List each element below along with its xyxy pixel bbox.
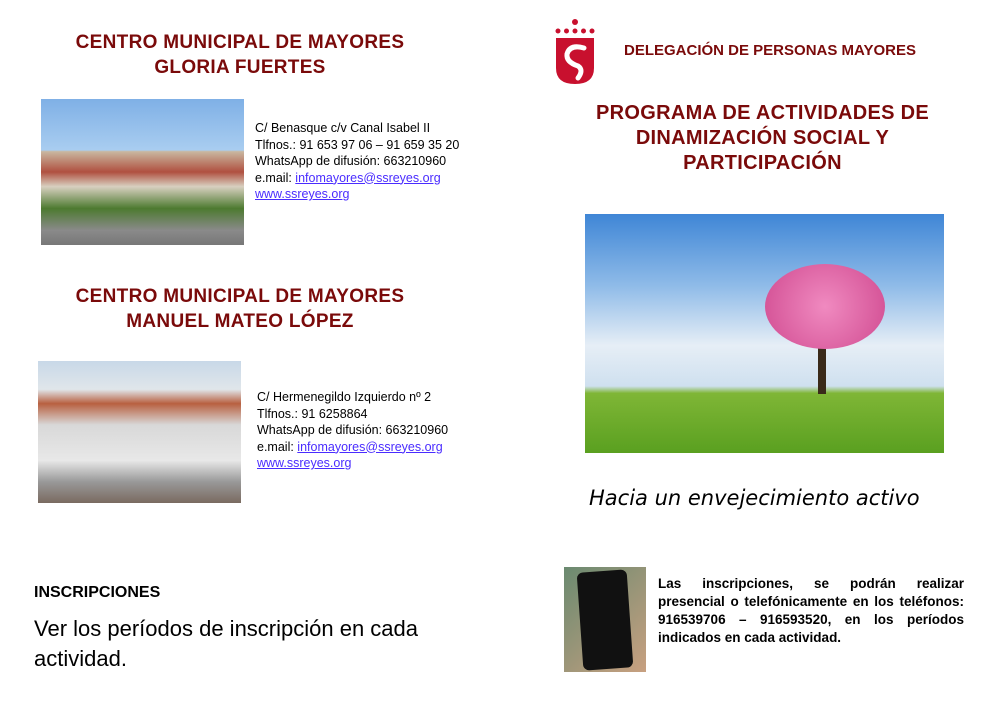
delegation-title: DELEGACIÓN DE PERSONAS MAYORES — [624, 42, 916, 59]
whatsapp: WhatsApp de difusión: 663210960 — [255, 154, 447, 168]
email-label: e.mail: — [255, 170, 296, 185]
title-line: CENTRO MUNICIPAL DE MAYORES — [75, 286, 405, 307]
center2-building-photo — [38, 361, 241, 503]
smartphone-photo — [564, 567, 646, 672]
inscripciones-text: Ver los períodos de inscripción en cada actividad. — [34, 616, 419, 671]
center2-info — [257, 389, 448, 472]
web-link[interactable]: www.ssreyes.org — [257, 456, 352, 470]
title-line: DINAMIZACIÓN SOCIAL Y — [635, 127, 890, 149]
program-title — [560, 101, 965, 176]
web-link[interactable]: www.ssreyes.org — [255, 187, 350, 201]
title-line: MANUEL MATEO LÓPEZ — [126, 311, 354, 332]
ssreyes-logo-icon — [554, 18, 596, 86]
center2-title — [30, 284, 450, 334]
email-label: e.mail: — [257, 439, 298, 454]
email-link[interactable]: infomayores@ssreyes.org — [295, 170, 441, 185]
phones: Tlfnos.: 91 6258864 — [257, 406, 368, 421]
center1-title — [30, 30, 450, 80]
title-line: GLORIA FUERTES — [154, 57, 326, 78]
inscription-note: Las inscripciones, se podrán realizar presencial o telefónicamente en los teléfonos: 916539706 – 916593520, en los períodos indicados en cada actividad. — [658, 576, 964, 645]
address: C/ Benasque c/v Canal Isabel II — [255, 121, 431, 135]
title-line: CENTRO MUNICIPAL DE MAYORES — [75, 32, 405, 53]
tree-landscape-photo — [585, 214, 944, 453]
center1-info — [255, 120, 459, 203]
address: C/ Hermenegildo Izquierdo nº 2 — [257, 390, 432, 404]
title-line: PROGRAMA DE ACTIVIDADES DE — [595, 102, 929, 124]
center1-building-photo — [41, 99, 244, 245]
inscripciones-heading: INSCRIPCIONES — [34, 584, 161, 601]
whatsapp: WhatsApp de difusión: 663210960 — [257, 423, 449, 437]
email-link[interactable]: infomayores@ssreyes.org — [297, 439, 443, 454]
slogan: Hacia un envejecimiento activo — [589, 486, 920, 510]
title-line: PARTICIPACIÓN — [683, 152, 842, 174]
phones: Tlfnos.: 91 653 97 06 – 91 659 35 20 — [255, 137, 460, 152]
